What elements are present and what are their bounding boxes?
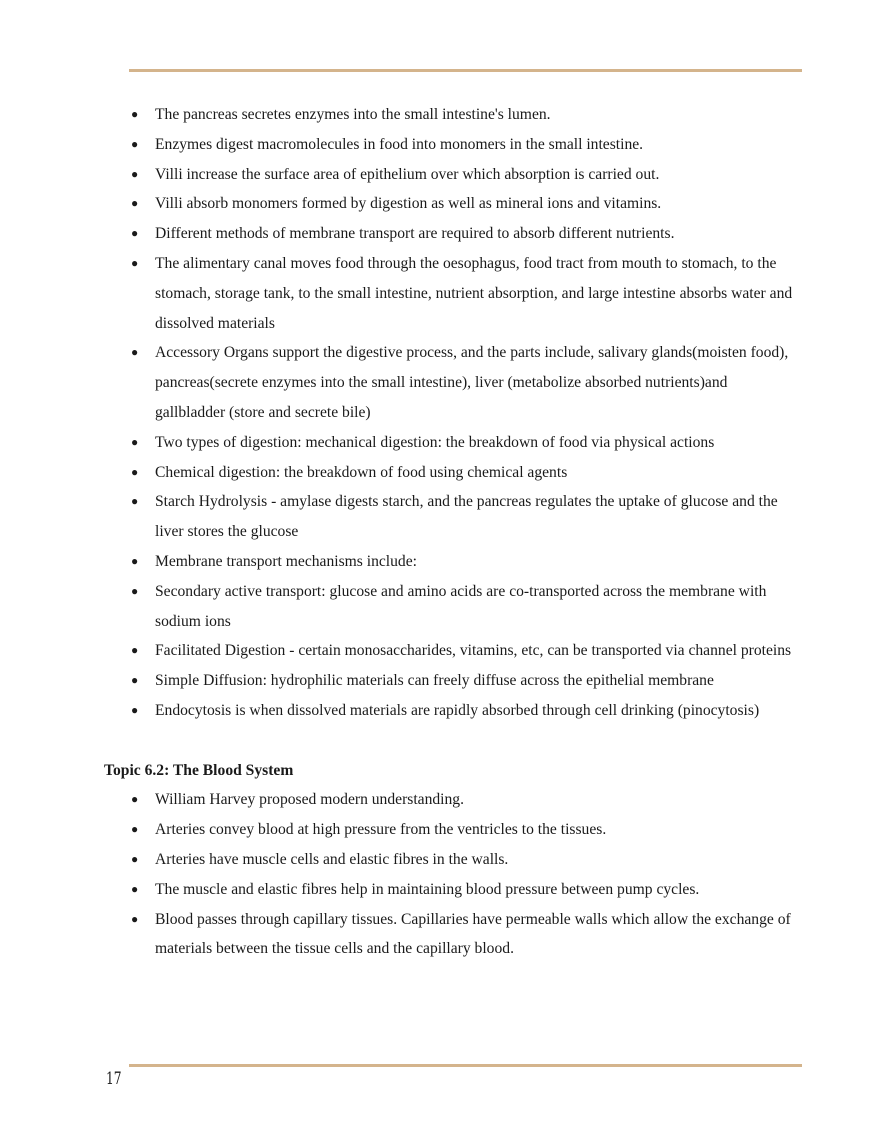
list-item-text: The pancreas secretes enzymes into the small intestine's lumen. — [155, 106, 551, 123]
bullet-icon: ● — [131, 434, 139, 449]
bullet-icon: ● — [131, 673, 139, 688]
list-item-text: William Harvey proposed modern understanding. — [155, 791, 465, 809]
list-item — [131, 219, 794, 249]
list-item-text: Facilitated Digestion - certain monosaccharides, vitamins, etc, can be transported via channel proteins — [155, 642, 792, 660]
list-item-text: The alimentary canal moves food through the oesophagus, food tract from mouth to stomach, to the stomach, storage tank, to the small intestine, nutrient absorption, and large intestine absorbs water and dissolved materials — [155, 254, 793, 332]
bullet-icon: ● — [131, 136, 139, 151]
list-item — [131, 338, 794, 427]
list-item-text: Simple Diffusion: hydrophilic materials can freely diffuse across the epithelial membrane — [155, 672, 714, 690]
list-item-text: Membrane transport mechanisms include: — [155, 552, 417, 570]
list-item — [131, 189, 794, 219]
page-content — [104, 100, 794, 964]
bullet-icon: ● — [131, 702, 139, 717]
header-rule — [129, 69, 802, 72]
list-item — [131, 905, 794, 965]
bullet-icon: ● — [131, 822, 139, 837]
list-item — [131, 696, 794, 726]
bullet-icon: ● — [131, 345, 139, 360]
list-item — [131, 458, 794, 488]
list-item-text: Accessory Organs support the digestive process, and the parts include, salivary glands(moisten food), pancreas(secrete enzymes into the small intestine), liver (metabolize absorbed nutrients)and gallbladder (store and secrete bile) — [155, 344, 789, 421]
list-item — [131, 815, 794, 845]
list-item-text: Endocytosis is when dissolved materials are rapidly absorbed through cell drinking (pinocytosis) — [155, 701, 760, 719]
bullet-icon: ● — [131, 226, 139, 241]
footer-rule — [129, 1064, 802, 1067]
bullet-icon: ● — [131, 583, 139, 598]
list-item — [131, 487, 794, 547]
section-heading: Topic 6.2: The Blood System — [104, 761, 294, 779]
bullet-icon: ● — [131, 881, 139, 896]
bullet-icon: ● — [131, 553, 139, 568]
list-item — [131, 875, 794, 905]
list-item-text: Two types of digestion: mechanical digestion: the breakdown of food via physical actions — [155, 433, 715, 451]
page-number: 17 — [106, 1069, 122, 1089]
list-item — [131, 130, 794, 160]
bullet-icon: ● — [131, 196, 139, 211]
list-item-text: Different methods of membrane transport are required to absorb different nutrients. — [155, 225, 675, 243]
bullet-icon: ● — [131, 851, 139, 866]
list-item-text: Secondary active transport: glucose and amino acids are co-transported across the membrane with sodium ions — [155, 582, 767, 630]
list-item-text: Chemical digestion: the breakdown of food using chemical agents — [155, 463, 568, 481]
list-item-text: The muscle and elastic fibres help in maintaining blood pressure between pump cycles. — [155, 880, 700, 898]
bullet-icon: ● — [131, 792, 139, 807]
list-item — [131, 100, 794, 130]
list-item — [131, 577, 794, 637]
list-item-text: Villi increase the surface area of epithelium over which absorption is carried out. — [155, 165, 660, 183]
bullet-icon: ● — [131, 494, 139, 509]
bullet-icon: ● — [131, 464, 139, 479]
blood-system-bullet-list — [104, 785, 794, 964]
bullet-icon: ● — [131, 107, 139, 121]
list-item — [131, 428, 794, 458]
digestion-bullet-list — [104, 100, 794, 726]
list-item — [131, 547, 794, 577]
list-item — [131, 636, 794, 666]
list-item-text: Blood passes through capillary tissues. Capillaries have permeable walls which allow the exchange of materials between the tissue cells and the capillary blood. — [155, 910, 791, 958]
bullet-icon: ● — [131, 911, 139, 926]
list-item — [131, 249, 794, 338]
list-item-text: Villi absorb monomers formed by digestion as well as mineral ions and vitamins. — [155, 195, 662, 213]
list-item-text: Enzymes digest macromolecules in food into monomers in the small intestine. — [155, 135, 644, 153]
list-item — [131, 160, 794, 190]
list-item — [131, 785, 794, 815]
bullet-icon: ● — [131, 643, 139, 658]
list-item — [131, 666, 794, 696]
list-item — [131, 845, 794, 875]
list-item-text: Arteries convey blood at high pressure from the ventricles to the tissues. — [155, 821, 607, 839]
bullet-icon: ● — [131, 166, 139, 181]
list-item-text: Starch Hydrolysis - amylase digests starch, and the pancreas regulates the uptake of glucose and the liver stores the glucose — [155, 493, 778, 541]
bullet-icon: ● — [131, 255, 139, 270]
list-item-text: Arteries have muscle cells and elastic fibres in the walls. — [155, 850, 509, 868]
